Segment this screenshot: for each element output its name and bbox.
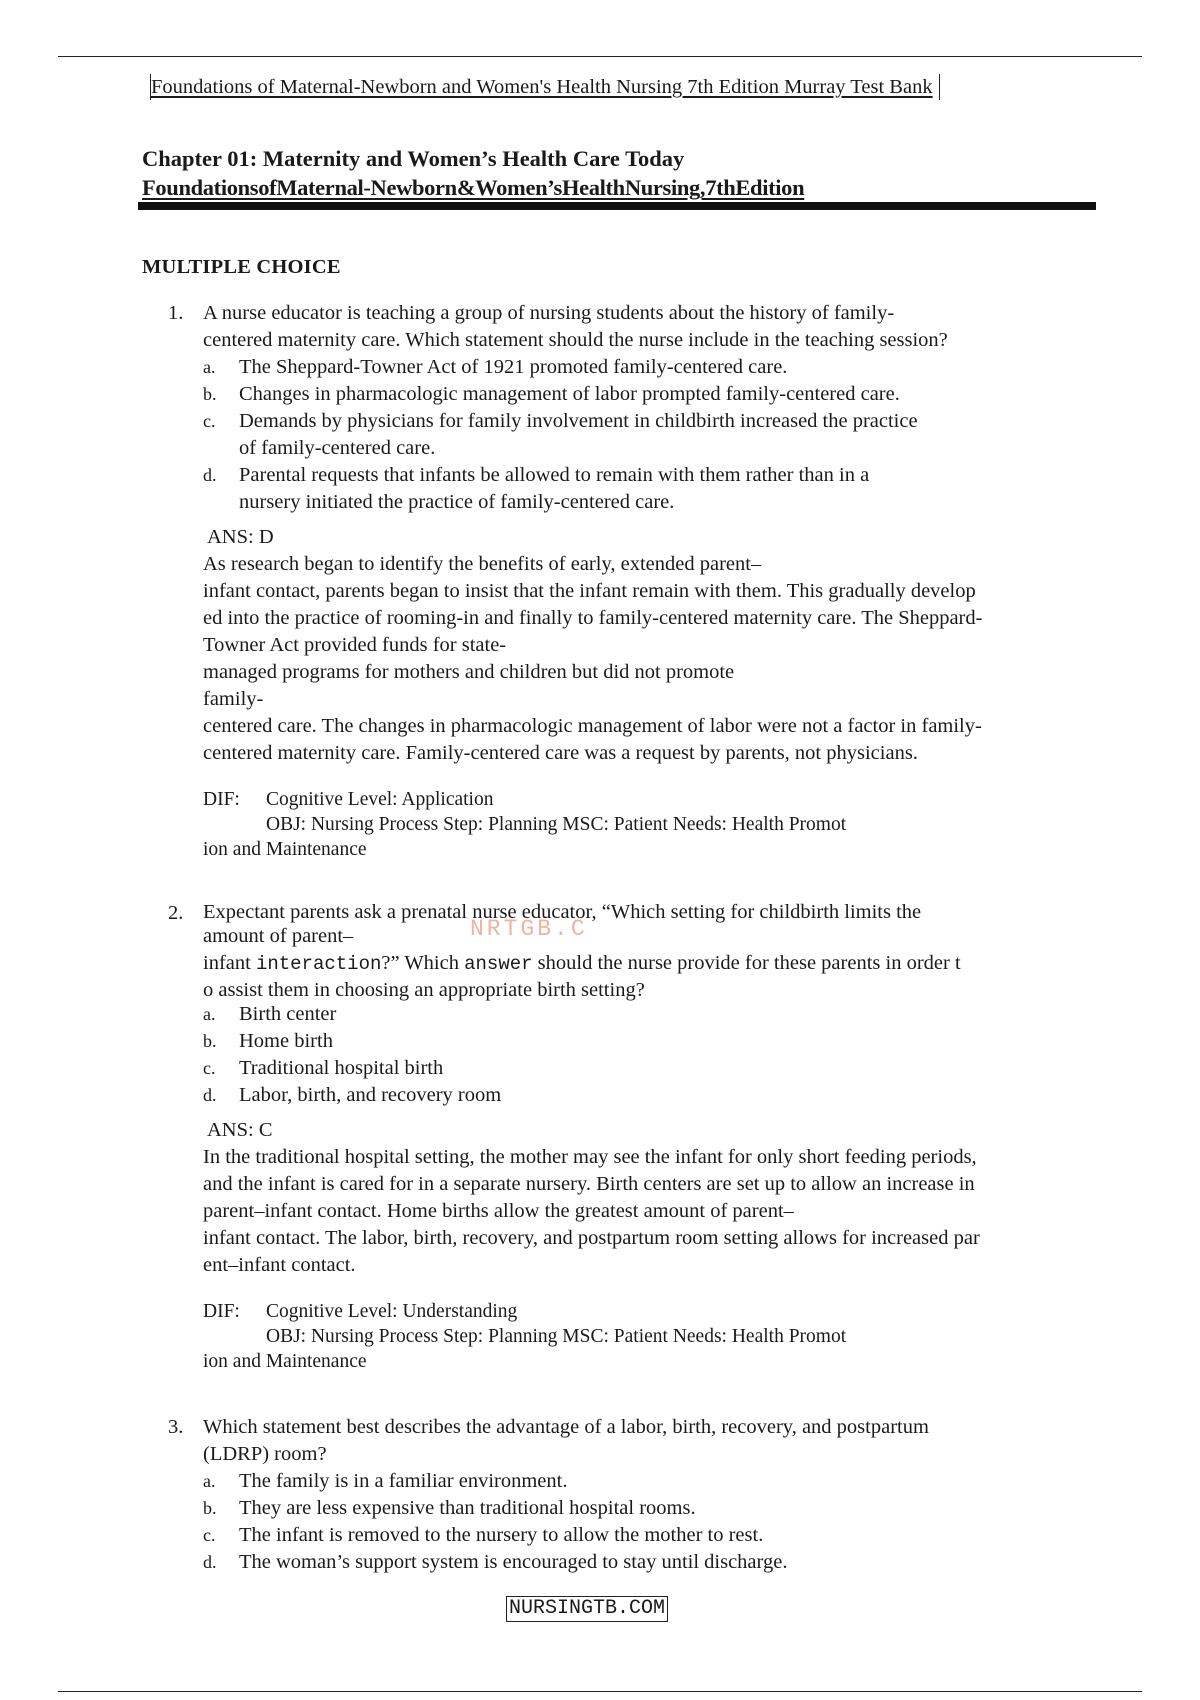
book-title: FoundationsofMaternal-Newborn&Women’sHealthNursing,7thEdition [142, 175, 805, 200]
choice-letter: a. [203, 1004, 216, 1024]
question-number: 3. [168, 1416, 184, 1438]
bottom-rule [58, 1691, 1142, 1692]
choice-text: The family is in a familiar environment. [239, 1470, 568, 1492]
rationale-line: As research began to identify the benefits of early, extended parent– [203, 553, 762, 575]
choice-letter: b. [203, 1031, 217, 1051]
rationale-line: centered care. The changes in pharmacologic management of labor were not a factor in family- [203, 715, 982, 737]
rationale-line: Towner Act provided funds for state- [203, 634, 507, 656]
choice-letter: c. [203, 411, 216, 431]
rationale-line: parent–infant contact. Home births allow the greatest amount of parent– [203, 1200, 794, 1222]
choice-b [203, 1495, 1108, 1522]
stem-fragment: infant [203, 952, 256, 974]
choice-d [203, 462, 1108, 516]
footer-stamp: NURSINGTB.COM [506, 1596, 668, 1622]
question-stem [203, 1414, 1108, 1468]
answer-key: ANS: C [207, 1119, 273, 1141]
choice-letter: d. [203, 465, 217, 485]
choice-list [203, 354, 1108, 516]
stem-fragment: ?” Which [381, 952, 465, 974]
chapter-title: Chapter 01: Maternity and Women’s Health Care Today [142, 146, 685, 171]
obj-line: OBJ: Nursing Process Step: Planning MSC: Patient Needs: Health Promot [266, 814, 847, 835]
choice-b [203, 1028, 1108, 1055]
question-2 [168, 900, 1108, 1374]
rationale [203, 551, 1108, 767]
choice-letter: b. [203, 384, 217, 404]
dif-value: Cognitive Level: Application [266, 789, 494, 810]
section-heading: MULTIPLE CHOICE [142, 256, 341, 278]
choice-letter: a. [203, 357, 216, 377]
choice-text: Birth center [239, 1003, 337, 1025]
choice-text: Home birth [239, 1030, 333, 1052]
choice-c [203, 1522, 1108, 1549]
stem-line: A nurse educator is teaching a group of nursing students about the history of family- [203, 302, 895, 324]
choice-text: Labor, birth, and recovery room [239, 1084, 502, 1106]
question-1 [168, 300, 1108, 862]
running-header [150, 74, 940, 100]
stem-line: centered maternity care. Which statement should the nurse include in the teaching session? [203, 329, 948, 351]
choice-c [203, 408, 1108, 462]
watermark: NRTGB.C [470, 916, 588, 942]
choice-text: The woman’s support system is encouraged to stay until discharge. [239, 1551, 788, 1573]
rationale-line: centered maternity care. Family-centered care was a request by parents, not physicians. [203, 742, 918, 764]
stem-line: amount of parent– [203, 925, 354, 947]
choice-a [203, 1468, 1108, 1495]
stem-line [203, 948, 1108, 979]
stem-line: o assist them in choosing an appropriate birth setting? [203, 979, 645, 1001]
choice-d [203, 1082, 1108, 1109]
choice-a [203, 1001, 1108, 1028]
rationale [203, 1144, 1108, 1279]
stem-line: (LDRP) room? [203, 1443, 327, 1465]
question-stem [203, 300, 1108, 354]
choice-letter: c. [203, 1058, 216, 1078]
choice-letter: b. [203, 1498, 217, 1518]
question-number: 1. [168, 302, 184, 324]
choice-letter: d. [203, 1085, 217, 1105]
question-metadata [203, 787, 1108, 862]
top-rule [58, 56, 1142, 57]
choice-list [203, 1468, 1108, 1576]
rationale-line: family- [203, 688, 264, 710]
choice-line: Parental requests that infants be allowed to remain with them rather than in a [239, 464, 870, 486]
choice-b [203, 381, 1108, 408]
stem-line: Which statement best describes the advantage of a labor, birth, recovery, and postpartum [203, 1416, 929, 1438]
choice-line: nursery initiated the practice of family-centered care. [239, 491, 675, 513]
question-3 [168, 1414, 1108, 1576]
stem-line: Expectant parents ask a prenatal nurse educator, “Which setting for childbirth limits the [203, 901, 922, 923]
choice-list [203, 1001, 1108, 1109]
choice-line: Demands by physicians for family involvement in childbirth increased the practice [239, 410, 918, 432]
choice-d [203, 1549, 1108, 1576]
choice-letter: c. [203, 1525, 216, 1545]
heading-rule [138, 202, 1096, 210]
rationale-line: and the infant is cared for in a separate nursery. Birth centers are set up to allow an increase in [203, 1173, 975, 1195]
question-metadata [203, 1299, 1108, 1374]
obj-continued: ion and Maintenance [203, 1351, 367, 1372]
answer-key: ANS: D [207, 526, 274, 548]
running-header-text: Foundations of Maternal-Newborn and Women's Health Nursing 7th Edition Murray Test Bank [151, 76, 933, 98]
obj-line: OBJ: Nursing Process Step: Planning MSC: Patient Needs: Health Promot [266, 1326, 847, 1347]
rationale-line: ent–infant contact. [203, 1254, 356, 1276]
choice-a [203, 354, 1108, 381]
rationale-line: managed programs for mothers and children but did not promote [203, 661, 735, 683]
choice-text [239, 462, 1108, 516]
rationale-line: infant contact, parents began to insist that the infant remain with them. This gradually develop [203, 580, 976, 602]
dif-label: DIF: [203, 789, 240, 810]
choice-text: Traditional hospital birth [239, 1057, 444, 1079]
rationale-line: infant contact. The labor, birth, recovery, and postpartum room setting allows for increased par [203, 1227, 980, 1249]
choice-text: Changes in pharmacologic management of labor prompted family-centered care. [239, 383, 900, 405]
obj-continued: ion and Maintenance [203, 839, 367, 860]
question-number: 2. [168, 902, 184, 924]
choice-letter: d. [203, 1552, 217, 1572]
stem-fragment: answer [464, 953, 533, 975]
rationale-line: ed into the practice of rooming-in and finally to family-centered maternity care. The Sheppard- [203, 607, 983, 629]
dif-label: DIF: [203, 1301, 240, 1322]
stem-fragment: interaction [255, 953, 382, 975]
choice-text: They are less expensive than traditional hospital rooms. [239, 1497, 696, 1519]
question-stem [203, 900, 1108, 1001]
chapter-heading [142, 144, 1092, 202]
choice-letter: a. [203, 1471, 216, 1491]
rationale-line: In the traditional hospital setting, the mother may see the infant for only short feeding periods, [203, 1146, 977, 1168]
stem-fragment: should the nurse provide for these parents in order t [532, 952, 961, 974]
dif-value: Cognitive Level: Understanding [266, 1301, 518, 1322]
choice-text: The infant is removed to the nursery to allow the mother to rest. [239, 1524, 764, 1546]
choice-text [239, 408, 1108, 462]
choice-line: of family-centered care. [239, 437, 436, 459]
choice-c [203, 1055, 1108, 1082]
choice-text: The Sheppard-Towner Act of 1921 promoted family-centered care. [239, 356, 788, 378]
